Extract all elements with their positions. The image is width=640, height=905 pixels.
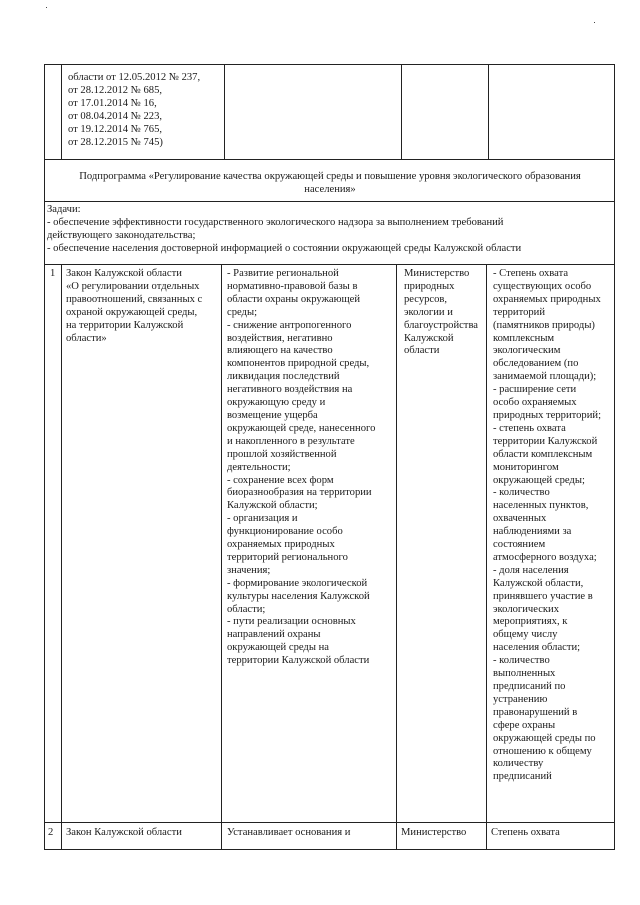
row2-indicators: Степень охвата [491, 827, 560, 838]
row1-law: Закон Калужской области «О регулировании отдельных правоотношений, связанных с охраной окружающей среды, на территории Калужской области» [66, 268, 203, 344]
row2-content: Устанавливает основания и [227, 827, 351, 838]
row1-content: - Развитие региональной нормативно-правовой базы в области охраны окружающей среды; - снижение антропогенного воздействия, негативно влияющего на качество компонентов природной среды, ликвидация последствий негативного воздействия на окружающую среду и возмещение ущерба окружающей среде, нанесенного и накопленного в результате прошлой хозяйственной деятельности; - сохранение всех форм биоразнообразия на территории Калужской области; - организация и функционирование особо охраняемых природных территорий регионального значения; - формирование экологической культуры населения Калужской области; - пути реализации основных направлений охраны окружающей среды на территории Калужской области [227, 268, 376, 667]
column-divider [221, 264, 222, 850]
scan-speck [594, 22, 595, 23]
row-divider-row1-top [44, 264, 615, 265]
row2-number: 2 [48, 827, 54, 838]
table-border-right [614, 64, 615, 850]
row1-number: 1 [50, 268, 56, 279]
column-divider [61, 64, 62, 160]
table-border-bottom [44, 849, 615, 850]
row-divider-row2-top [44, 822, 615, 823]
column-divider [488, 64, 489, 160]
row0-law-amendments: области от 12.05.2012 № 237, от 28.12.2012 № 685, от 17.01.2014 № 16, от 08.04.2014 № 223, от 19.12.2014 № 765, от 28.12.2015 № 745) [68, 72, 201, 148]
table-border-top [44, 64, 615, 65]
subprogram-title: Подпрограмма «Регулирование качества окружающей среды и повышение уровня экологического образования населения» [79, 171, 581, 195]
tasks-text: Задачи: - обеспечение эффективности государственного экологического надзора за выполнением требований действующего законодательства; - обеспечение населения достоверной информацией о состоянии окружающей среды Калужской области [47, 204, 522, 254]
column-divider [401, 64, 402, 160]
column-divider [486, 264, 487, 850]
column-divider [61, 264, 62, 850]
column-divider [224, 64, 225, 160]
row2-ministry: Министерство [401, 827, 467, 838]
row1-ministry: Министерство природных ресурсов, экологии и благоустройства Калужской области [404, 268, 479, 357]
row2-law: Закон Калужской области [66, 827, 182, 838]
row-divider-tasks-top [44, 201, 615, 202]
table-border-left [44, 64, 45, 850]
row1-indicators: - Степень охвата существующих особо охраняемых природных территорий (памятников природы) комплексным экологическим обследованием (по занимаемой площади); - расширение сети особо охраняемых природных территорий; - степень охвата территории Калужской области комплексным мониторингом окружающей среды; - количество населенных пунктов, охваченных наблюдениями за состоянием атмосферного воздуха; - доля населения Калужской области, принявшего участие в экологических мероприятиях, к общему числу населения области; - количество выполненных предписаний по устранению правонарушений в сфере охраны окружающей среды по отношению к общему количеству предписаний [493, 268, 602, 783]
scan-speck [46, 7, 47, 8]
row-divider-subprogram-top [44, 159, 615, 160]
